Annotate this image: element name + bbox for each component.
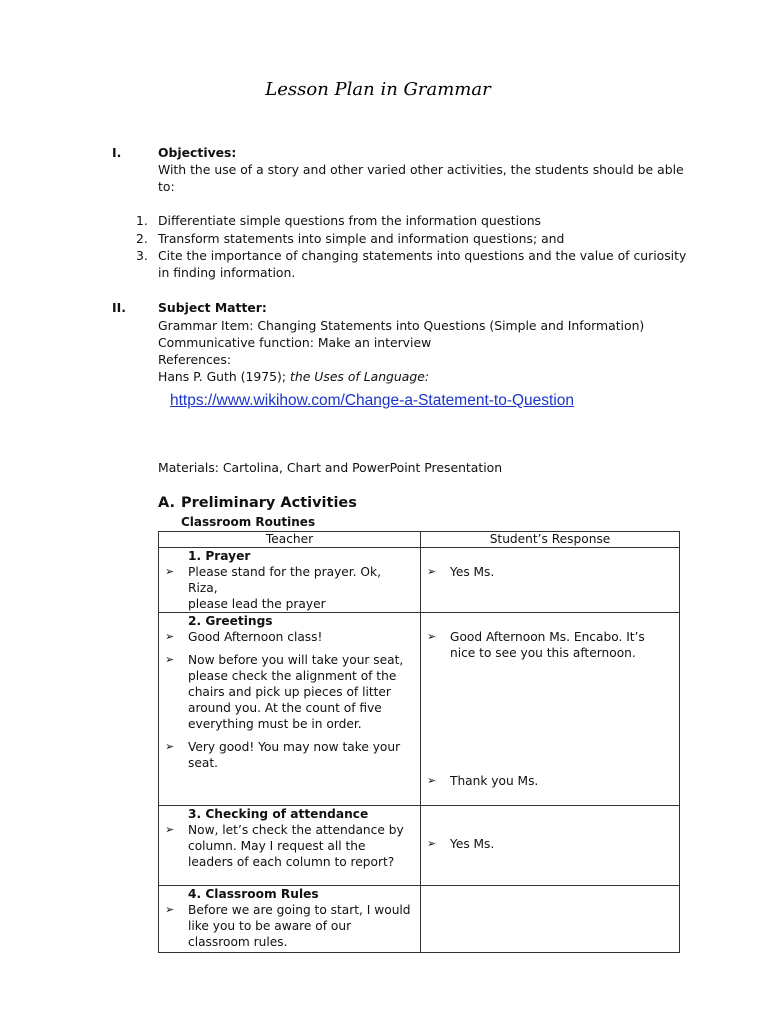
section-a-label: A. xyxy=(158,495,175,511)
grammar-item: Grammar Item: Changing Statements into Questions (Simple and Information) xyxy=(158,318,645,333)
reference-link[interactable]: https://www.wikihow.com/Change-a-Statement-to-Question xyxy=(170,392,575,409)
routine-title-attendance: 3. Checking of attendance xyxy=(188,807,369,821)
objective-item: Cite the importance of changing statements into questions and the value of curiosity xyxy=(158,248,687,263)
objective-item-continued: in finding information. xyxy=(158,265,296,280)
arrow-bullet-icon: ➢ xyxy=(165,565,175,578)
subject-matter-heading: Subject Matter: xyxy=(158,300,267,315)
student-response: Yes Ms. xyxy=(450,837,495,851)
table-row-greetings xyxy=(159,613,680,806)
empty-response-cell xyxy=(421,886,680,953)
teacher-line: Now before you will take your seat, xyxy=(188,653,404,667)
teacher-line: everything must be in order. xyxy=(188,717,362,731)
reference-author: Hans P. Guth (1975); xyxy=(158,369,287,384)
student-response: Good Afternoon Ms. Encabo. It’s xyxy=(450,630,645,644)
teacher-line: chairs and pick up pieces of litter xyxy=(188,685,391,699)
routine-title-classroom-rules: 4. Classroom Rules xyxy=(188,887,319,901)
section-a-heading: Preliminary Activities xyxy=(181,495,357,511)
arrow-bullet-icon: ➢ xyxy=(165,630,175,643)
student-response: Yes Ms. xyxy=(450,565,495,579)
teacher-line: please lead the prayer xyxy=(188,597,326,611)
reference-title: the Uses of Language: xyxy=(290,369,430,384)
objectives-intro-line-1: With the use of a story and other varied other activities, the students should be able xyxy=(158,162,684,177)
column-header-student-response: Student’s Response xyxy=(421,532,680,548)
teacher-line: like you to be aware of our xyxy=(188,919,352,933)
arrow-bullet-icon: ➢ xyxy=(165,823,175,836)
arrow-bullet-icon: ➢ xyxy=(427,630,437,643)
arrow-bullet-icon: ➢ xyxy=(165,740,175,753)
student-response: nice to see you this afternoon. xyxy=(450,646,636,660)
arrow-bullet-icon: ➢ xyxy=(165,903,175,916)
teacher-line: please check the alignment of the xyxy=(188,669,397,683)
objectives-intro-line-2: to: xyxy=(158,179,175,194)
objective-item: Differentiate simple questions from the information questions xyxy=(158,213,542,228)
objective-item: Transform statements into simple and information questions; and xyxy=(158,231,565,246)
arrow-bullet-icon: ➢ xyxy=(165,653,175,666)
routine-title-prayer: 1. Prayer xyxy=(188,549,251,563)
objectives-numeral: I. xyxy=(112,145,122,160)
table-row-classroom-rules xyxy=(159,886,680,953)
objective-number: 2. xyxy=(136,231,148,246)
table-row-attendance xyxy=(159,806,680,886)
teacher-line: classroom rules. xyxy=(188,935,288,949)
table-header-row xyxy=(159,532,680,548)
student-response: Thank you Ms. xyxy=(450,774,539,788)
classroom-routines-table xyxy=(158,531,680,953)
references-label: References: xyxy=(158,352,232,367)
teacher-line: seat. xyxy=(188,756,218,770)
routine-title-greetings: 2. Greetings xyxy=(188,614,273,628)
teacher-line: Good Afternoon class! xyxy=(188,630,323,644)
column-header-teacher: Teacher xyxy=(159,532,421,548)
objective-number: 1. xyxy=(136,213,148,228)
teacher-line: around you. At the count of five xyxy=(188,701,382,715)
teacher-line: Now, let’s check the attendance by xyxy=(188,823,404,837)
page-title: Lesson Plan in Grammar xyxy=(265,79,491,100)
arrow-bullet-icon: ➢ xyxy=(427,774,437,787)
communicative-function: Communicative function: Make an interview xyxy=(158,335,432,350)
teacher-line: leaders of each column to report? xyxy=(188,855,395,869)
teacher-line: Very good! You may now take your xyxy=(188,740,401,754)
reference-link-wrap xyxy=(170,392,574,409)
materials: Materials: Cartolina, Chart and PowerPoint Presentation xyxy=(158,460,503,475)
classroom-routines-heading: Classroom Routines xyxy=(181,515,316,529)
teacher-line: column. May I request all the xyxy=(188,839,366,853)
teacher-line: Please stand for the prayer. Ok, Riza, xyxy=(188,565,381,595)
table-row-prayer xyxy=(159,548,680,613)
reference-entry xyxy=(158,368,688,385)
objective-number: 3. xyxy=(136,248,148,263)
arrow-bullet-icon: ➢ xyxy=(427,565,437,578)
arrow-bullet-icon: ➢ xyxy=(427,837,437,850)
subject-matter-numeral: II. xyxy=(112,300,126,315)
teacher-line: Before we are going to start, I would xyxy=(188,903,411,917)
objectives-heading: Objectives: xyxy=(158,145,237,160)
